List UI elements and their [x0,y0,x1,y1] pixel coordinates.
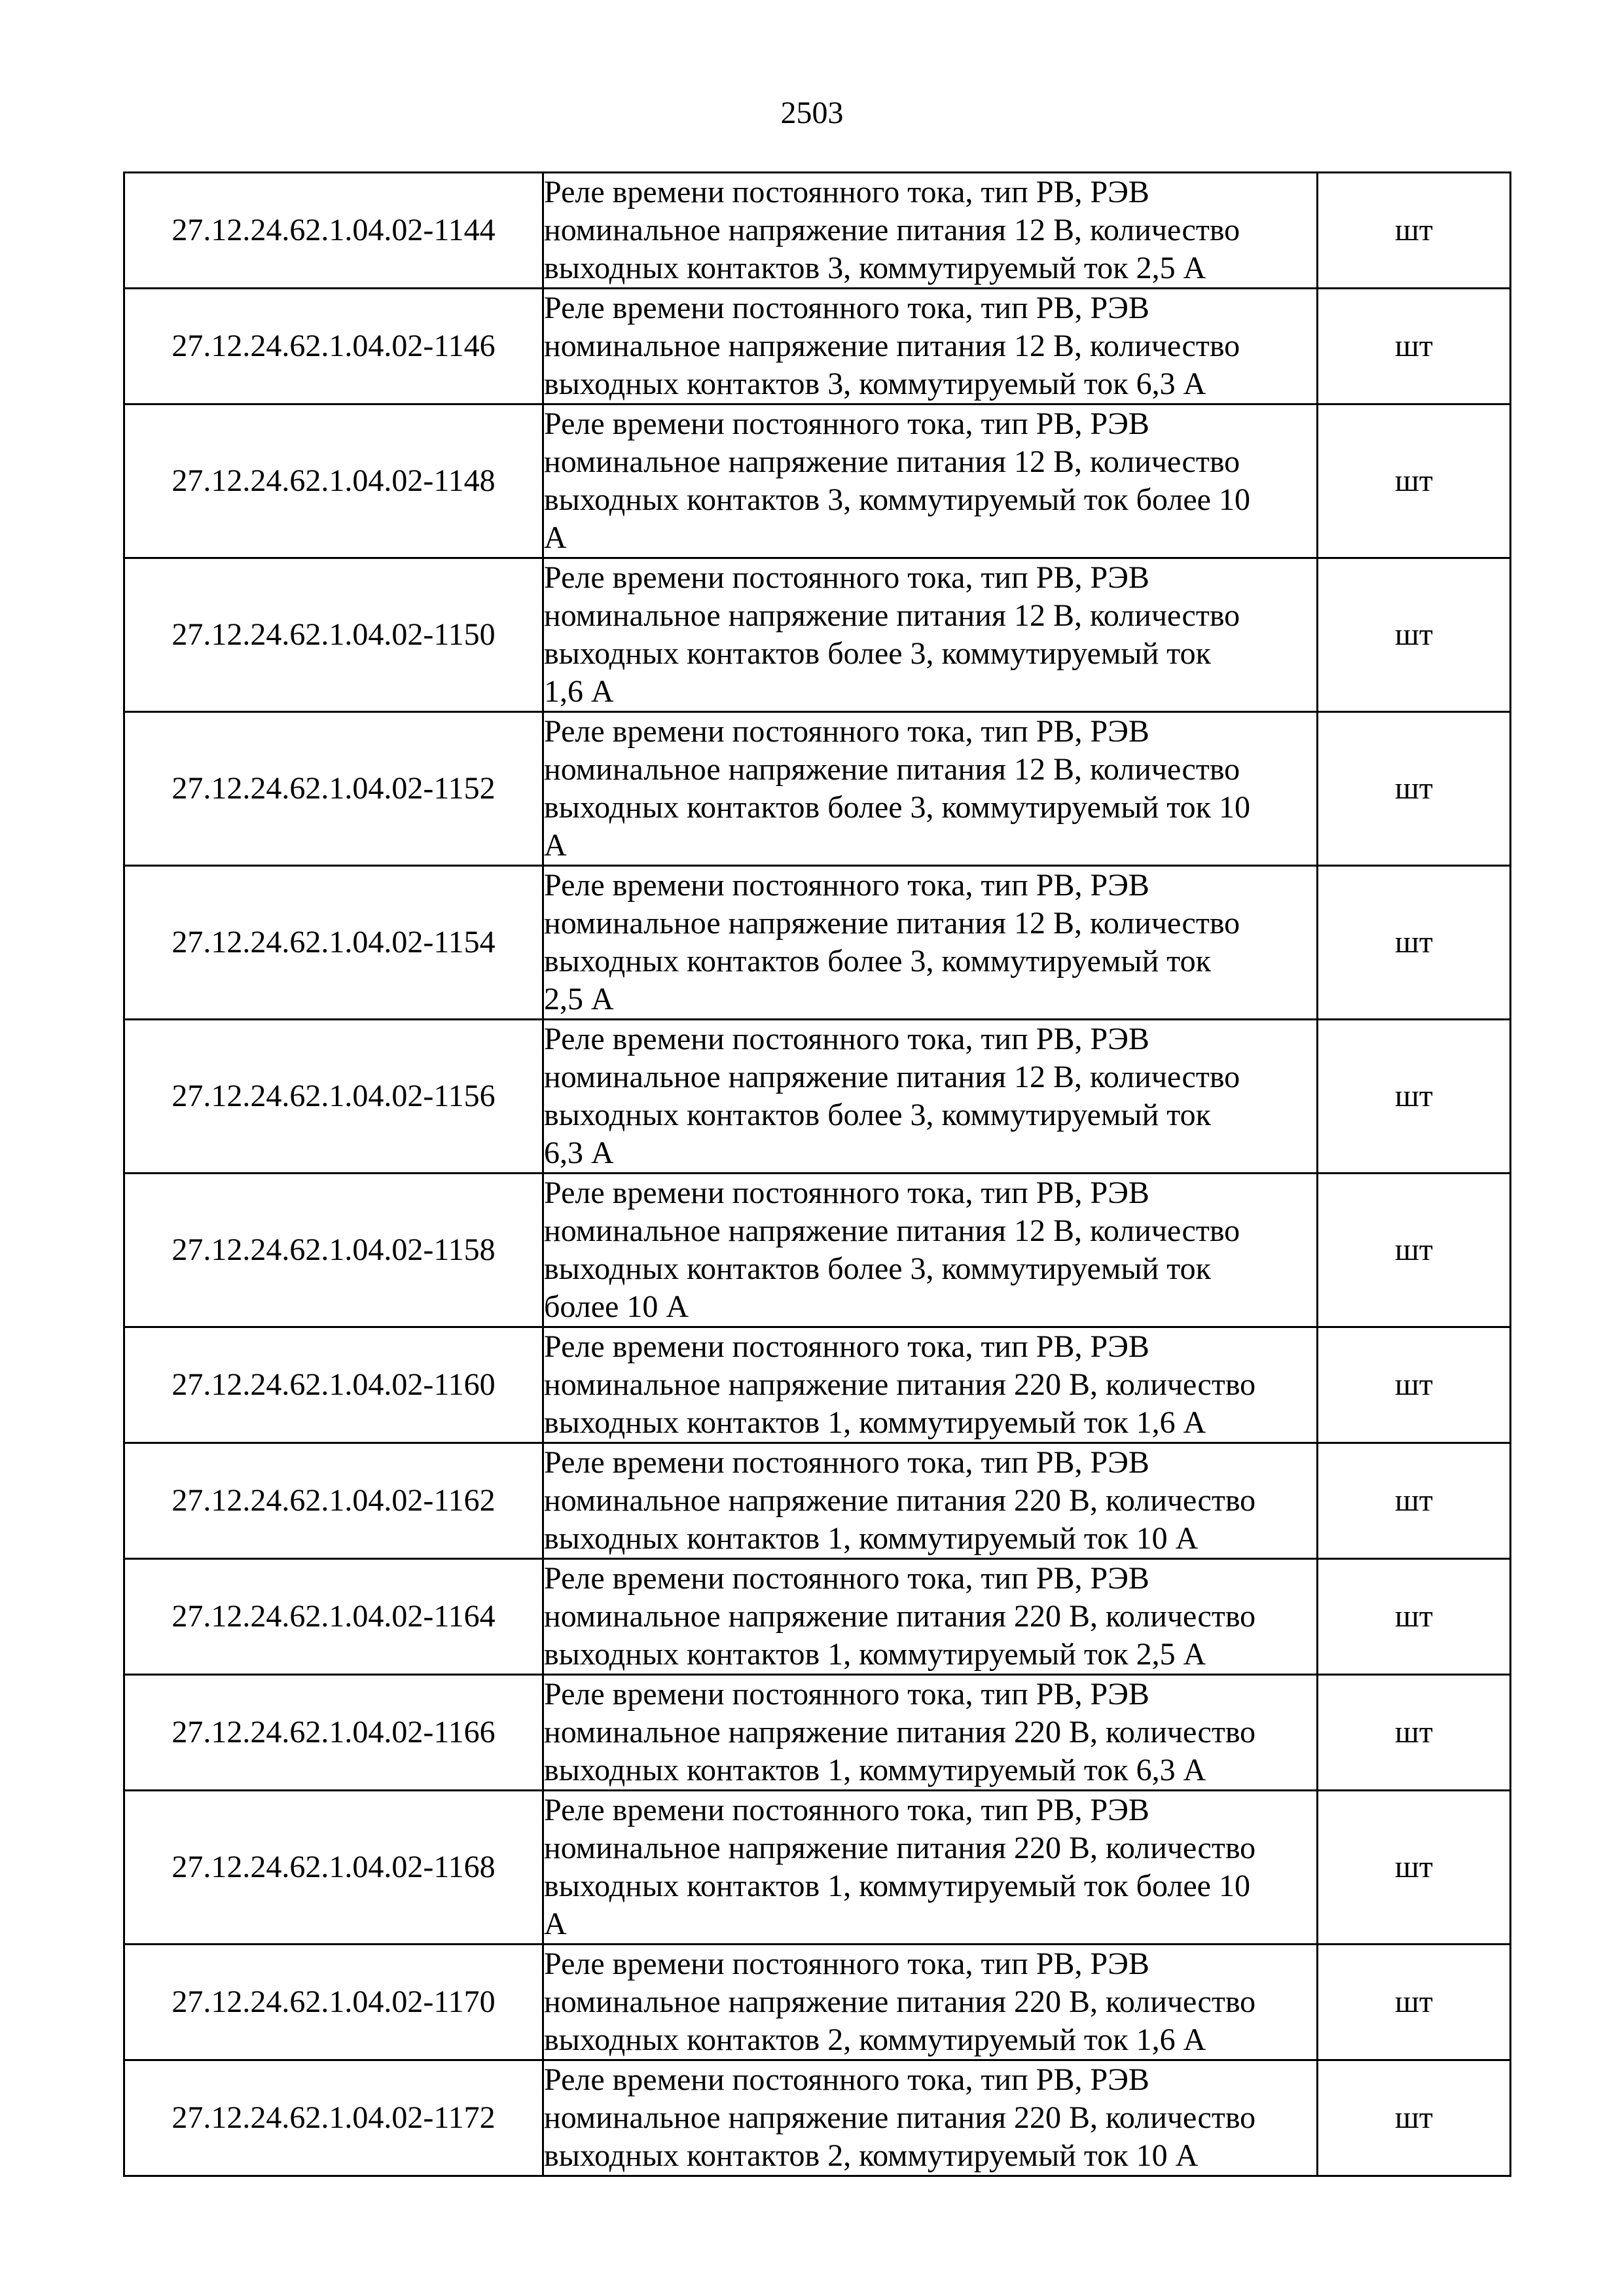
description-line: Реле времени постоянного тока, тип РВ, РЭВ [544,1329,1149,1364]
description-line: номинальное напряжение питания 220 В, количество [544,1483,1256,1518]
description-line: выходных контактов 1, коммутируемый ток более 10 [544,1869,1250,1903]
unit-cell: шт [1318,1443,1511,1559]
item-code-cell: 27.12.24.62.1.04.02-1154 [124,866,543,1020]
description-line: выходных контактов более 3, коммутируемый ток [544,944,1211,978]
description-line: выходных контактов 1, коммутируемый ток 2,5 А [544,1637,1206,1672]
description-line: номинальное напряжение питания 12 В, количество [544,752,1240,787]
table-row [124,558,1511,712]
description-line: выходных контактов более 3, коммутируемый ток 10 [544,790,1250,825]
description-line: номинальное напряжение питания 220 В, количество [544,1984,1256,2019]
description-line: 6,3 А [544,1136,614,1170]
description-line: Реле времени постоянного тока, тип РВ, РЭВ [544,560,1149,595]
description-line: номинальное напряжение питания 12 В, количество [544,329,1240,363]
item-description-cell [543,173,1318,289]
table-row [124,173,1511,289]
item-code-cell: 27.12.24.62.1.04.02-1170 [124,1945,543,2060]
table-row [124,1559,1511,1675]
description-line: более 10 А [544,1289,689,1324]
item-description-cell [543,2060,1318,2176]
description-line: Реле времени постоянного тока, тип РВ, РЭВ [544,2062,1149,2097]
table-row [124,1443,1511,1559]
description-line: выходных контактов 1, коммутируемый ток 1,6 А [544,1405,1206,1440]
description-line: Реле времени постоянного тока, тип РВ, РЭВ [544,1677,1149,1712]
table-row [124,1675,1511,1791]
description-line: номинальное напряжение питания 12 В, количество [544,906,1240,941]
description-line: Реле времени постоянного тока, тип РВ, РЭВ [544,1445,1149,1480]
item-description-cell [543,712,1318,866]
description-line: Реле времени постоянного тока, тип РВ, РЭВ [544,868,1149,903]
description-line: номинальное напряжение питания 220 В, количество [544,1715,1256,1749]
table-row [124,289,1511,404]
description-line: Реле времени постоянного тока, тип РВ, РЭВ [544,714,1149,749]
description-line: номинальное напряжение питания 220 В, количество [544,1599,1256,1634]
table-row [124,1174,1511,1327]
description-line: номинальное напряжение питания 12 В, количество [544,213,1240,247]
unit-cell: шт [1318,558,1511,712]
description-line: Реле времени постоянного тока, тип РВ, РЭВ [544,406,1149,441]
item-code-cell: 27.12.24.62.1.04.02-1172 [124,2060,543,2176]
item-description-cell [543,1174,1318,1327]
item-description-cell [543,1675,1318,1791]
unit-cell: шт [1318,289,1511,404]
table-row [124,866,1511,1020]
item-code-cell: 27.12.24.62.1.04.02-1166 [124,1675,543,1791]
item-code-cell: 27.12.24.62.1.04.02-1146 [124,289,543,404]
table-row [124,1327,1511,1443]
page-number: 2503 [780,96,844,130]
unit-cell: шт [1318,1020,1511,1174]
description-line: 1,6 А [544,674,614,709]
description-line: номинальное напряжение питания 12 В, количество [544,1060,1240,1094]
unit-cell: шт [1318,173,1511,289]
description-line: Реле времени постоянного тока, тип РВ, РЭВ [544,1561,1149,1596]
unit-cell: шт [1318,1559,1511,1675]
item-code-cell: 27.12.24.62.1.04.02-1152 [124,712,543,866]
item-code-cell: 27.12.24.62.1.04.02-1144 [124,173,543,289]
description-line: Реле времени постоянного тока, тип РВ, РЭВ [544,1946,1149,1981]
unit-cell: шт [1318,1675,1511,1791]
description-line: номинальное напряжение питания 220 В, количество [544,1831,1256,1865]
description-line: Реле времени постоянного тока, тип РВ, РЭВ [544,1022,1149,1056]
description-line: Реле времени постоянного тока, тип РВ, РЭВ [544,291,1149,325]
item-description-cell [543,1327,1318,1443]
item-description-cell [543,289,1318,404]
description-line: выходных контактов 1, коммутируемый ток 10 А [544,1521,1199,1556]
item-description-cell [543,1559,1318,1675]
item-code-cell: 27.12.24.62.1.04.02-1162 [124,1443,543,1559]
item-description-cell [543,558,1318,712]
item-code-cell: 27.12.24.62.1.04.02-1160 [124,1327,543,1443]
item-code-cell: 27.12.24.62.1.04.02-1164 [124,1559,543,1675]
description-line: выходных контактов более 3, коммутируемый ток [544,636,1211,671]
description-line: Реле времени постоянного тока, тип РВ, РЭВ [544,175,1149,209]
description-line: 2,5 А [544,982,614,1016]
description-line: выходных контактов 3, коммутируемый ток 6,3 А [544,367,1206,401]
description-line: А [544,520,567,555]
description-line: номинальное напряжение питания 12 В, количество [544,598,1240,633]
table-body [124,173,1511,2176]
item-code-cell: 27.12.24.62.1.04.02-1158 [124,1174,543,1327]
unit-cell: шт [1318,866,1511,1020]
description-line: Реле времени постоянного тока, тип РВ, РЭВ [544,1793,1149,1827]
description-line: Реле времени постоянного тока, тип РВ, РЭВ [544,1175,1149,1210]
table-row [124,712,1511,866]
description-line: номинальное напряжение питания 220 В, количество [544,2100,1256,2135]
table-row [124,404,1511,558]
unit-cell: шт [1318,1791,1511,1945]
description-line: А [544,828,567,863]
table-row [124,1020,1511,1174]
item-description-cell [543,1443,1318,1559]
description-line: номинальное напряжение питания 12 В, количество [544,1213,1240,1248]
unit-cell: шт [1318,404,1511,558]
item-code-cell: 27.12.24.62.1.04.02-1168 [124,1791,543,1945]
description-line: выходных контактов 2, коммутируемый ток 1,6 А [544,2022,1206,2057]
description-line: выходных контактов более 3, коммутируемый ток [544,1251,1211,1286]
description-line: А [544,1907,567,1941]
description-line: выходных контактов 1, коммутируемый ток 6,3 А [544,1753,1206,1787]
unit-cell: шт [1318,1174,1511,1327]
item-code-cell: 27.12.24.62.1.04.02-1148 [124,404,543,558]
item-description-cell [543,404,1318,558]
item-description-cell [543,1945,1318,2060]
specification-table [123,171,1511,2177]
description-line: номинальное напряжение питания 12 В, количество [544,444,1240,479]
item-description-cell [543,1020,1318,1174]
unit-cell: шт [1318,2060,1511,2176]
description-line: выходных контактов 3, коммутируемый ток более 10 [544,482,1250,517]
item-code-cell: 27.12.24.62.1.04.02-1150 [124,558,543,712]
description-line: номинальное напряжение питания 220 В, количество [544,1367,1256,1402]
description-line: выходных контактов более 3, коммутируемый ток [544,1098,1211,1132]
unit-cell: шт [1318,712,1511,866]
unit-cell: шт [1318,1945,1511,2060]
item-description-cell [543,1791,1318,1945]
description-line: выходных контактов 2, коммутируемый ток 10 А [544,2138,1199,2173]
item-code-cell: 27.12.24.62.1.04.02-1156 [124,1020,543,1174]
table-row [124,1791,1511,1945]
item-description-cell [543,866,1318,1020]
table-row [124,2060,1511,2176]
table-row [124,1945,1511,2060]
unit-cell: шт [1318,1327,1511,1443]
description-line: выходных контактов 3, коммутируемый ток 2,5 А [544,251,1206,285]
